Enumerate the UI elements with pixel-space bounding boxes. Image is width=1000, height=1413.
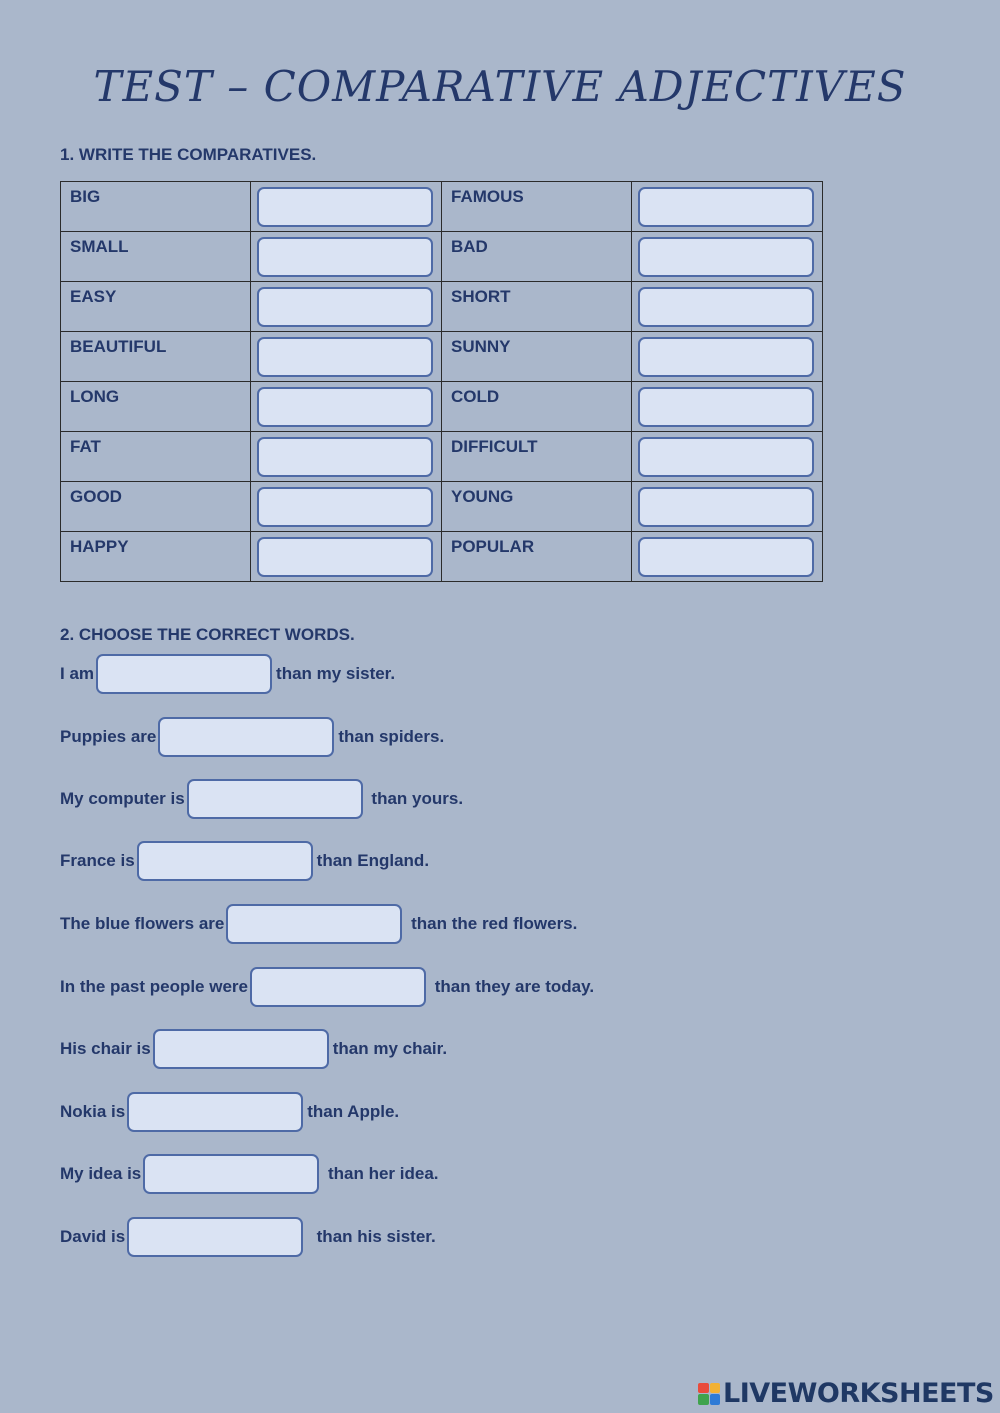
adjective-cell: SUNNY xyxy=(442,332,632,382)
adjective-cell: SMALL xyxy=(61,232,251,282)
table-row xyxy=(61,182,823,232)
sentence-start: My computer is xyxy=(60,789,185,808)
blank-input[interactable] xyxy=(153,1029,329,1069)
sentence-start: Nokia is xyxy=(60,1102,126,1121)
answer-input[interactable] xyxy=(257,287,433,327)
sentence-row xyxy=(60,1091,399,1133)
sentence-start: In the past people were xyxy=(60,977,248,996)
adjective-cell: BIG xyxy=(61,182,251,232)
sentence-start: I am xyxy=(60,664,95,683)
adjective-cell: YOUNG xyxy=(442,482,632,532)
answer-input[interactable] xyxy=(257,387,433,427)
table-row xyxy=(61,282,823,332)
logo-square xyxy=(710,1383,721,1394)
answer-input[interactable] xyxy=(638,187,814,227)
blank-input[interactable] xyxy=(226,904,402,944)
adjective-cell: FAMOUS xyxy=(442,182,632,232)
answer-input[interactable] xyxy=(638,237,814,277)
sentence-start: France is xyxy=(60,851,135,870)
table-row xyxy=(61,232,823,282)
blank-input[interactable] xyxy=(158,717,334,757)
answer-input[interactable] xyxy=(257,337,433,377)
adjective-cell: EASY xyxy=(61,282,251,332)
adjective-cell: BEAUTIFUL xyxy=(61,332,251,382)
sentence-start: My idea is xyxy=(60,1164,142,1183)
adjective-cell: BAD xyxy=(442,232,632,282)
sentence-row xyxy=(60,903,577,945)
answer-input[interactable] xyxy=(257,537,433,577)
answer-input[interactable] xyxy=(638,537,814,577)
liveworksheets-logo xyxy=(698,1378,994,1409)
sentence-row xyxy=(60,778,463,820)
blank-input[interactable] xyxy=(137,841,313,881)
blank-input[interactable] xyxy=(127,1092,303,1132)
sentence-end: than my sister. xyxy=(276,664,396,683)
answer-input[interactable] xyxy=(257,437,433,477)
sentence-start: David is xyxy=(60,1227,126,1246)
logo-square xyxy=(710,1394,721,1405)
adjective-cell: FAT xyxy=(61,432,251,482)
sentence-start: His chair is xyxy=(60,1039,151,1058)
blank-input[interactable] xyxy=(143,1154,319,1194)
adjective-cell: LONG xyxy=(61,382,251,432)
sentence-row xyxy=(60,1153,439,1195)
sentence-row xyxy=(60,1216,436,1258)
worksheet-title: TEST – COMPARATIVE ADJECTIVES xyxy=(93,62,907,111)
sentence-end: than her idea. xyxy=(323,1164,439,1183)
sentence-end: than my chair. xyxy=(332,1039,448,1058)
sentence-start: Puppies are xyxy=(60,727,157,746)
answer-input[interactable] xyxy=(638,337,814,377)
answer-input[interactable] xyxy=(257,487,433,527)
sentence-end: than they are today. xyxy=(430,977,595,996)
logo-square xyxy=(698,1394,709,1405)
section-2-heading: 2. CHOOSE THE CORRECT WORDS. xyxy=(60,625,355,644)
sentence-start: The blue flowers are xyxy=(60,914,225,933)
comparatives-table xyxy=(60,181,823,582)
table-row xyxy=(61,532,823,582)
table-row xyxy=(61,482,823,532)
blank-input[interactable] xyxy=(127,1217,303,1257)
answer-input[interactable] xyxy=(257,237,433,277)
table-row xyxy=(61,382,823,432)
blank-input[interactable] xyxy=(187,779,363,819)
logo-text: LIVEWORKSHEETS xyxy=(723,1378,994,1409)
answer-input[interactable] xyxy=(257,187,433,227)
table-row xyxy=(61,432,823,482)
adjective-cell: GOOD xyxy=(61,482,251,532)
adjective-cell: POPULAR xyxy=(442,532,632,582)
sentence-end: than spiders. xyxy=(338,727,445,746)
answer-input[interactable] xyxy=(638,487,814,527)
sentence-end: than yours. xyxy=(366,789,464,808)
answer-input[interactable] xyxy=(638,387,814,427)
sentence-row xyxy=(60,716,444,758)
answer-input[interactable] xyxy=(638,437,814,477)
sentence-row xyxy=(60,653,395,695)
sentence-end: than England. xyxy=(316,851,430,870)
sentence-end: than Apple. xyxy=(307,1102,400,1121)
blank-input[interactable] xyxy=(96,654,272,694)
sentence-row xyxy=(60,840,429,882)
blank-input[interactable] xyxy=(250,967,426,1007)
sentence-row xyxy=(60,1028,447,1070)
adjective-cell: DIFFICULT xyxy=(442,432,632,482)
logo-square xyxy=(698,1383,709,1394)
liveworksheets-logo-icon xyxy=(698,1383,720,1405)
answer-input[interactable] xyxy=(638,287,814,327)
adjective-cell: HAPPY xyxy=(61,532,251,582)
section-1-heading: 1. WRITE THE COMPARATIVES. xyxy=(60,145,317,164)
adjective-cell: COLD xyxy=(442,382,632,432)
sentence-end: than the red flowers. xyxy=(406,914,578,933)
sentence-end: than his sister. xyxy=(307,1227,436,1246)
sentence-row xyxy=(60,966,594,1008)
table-row xyxy=(61,332,823,382)
adjective-cell: SHORT xyxy=(442,282,632,332)
